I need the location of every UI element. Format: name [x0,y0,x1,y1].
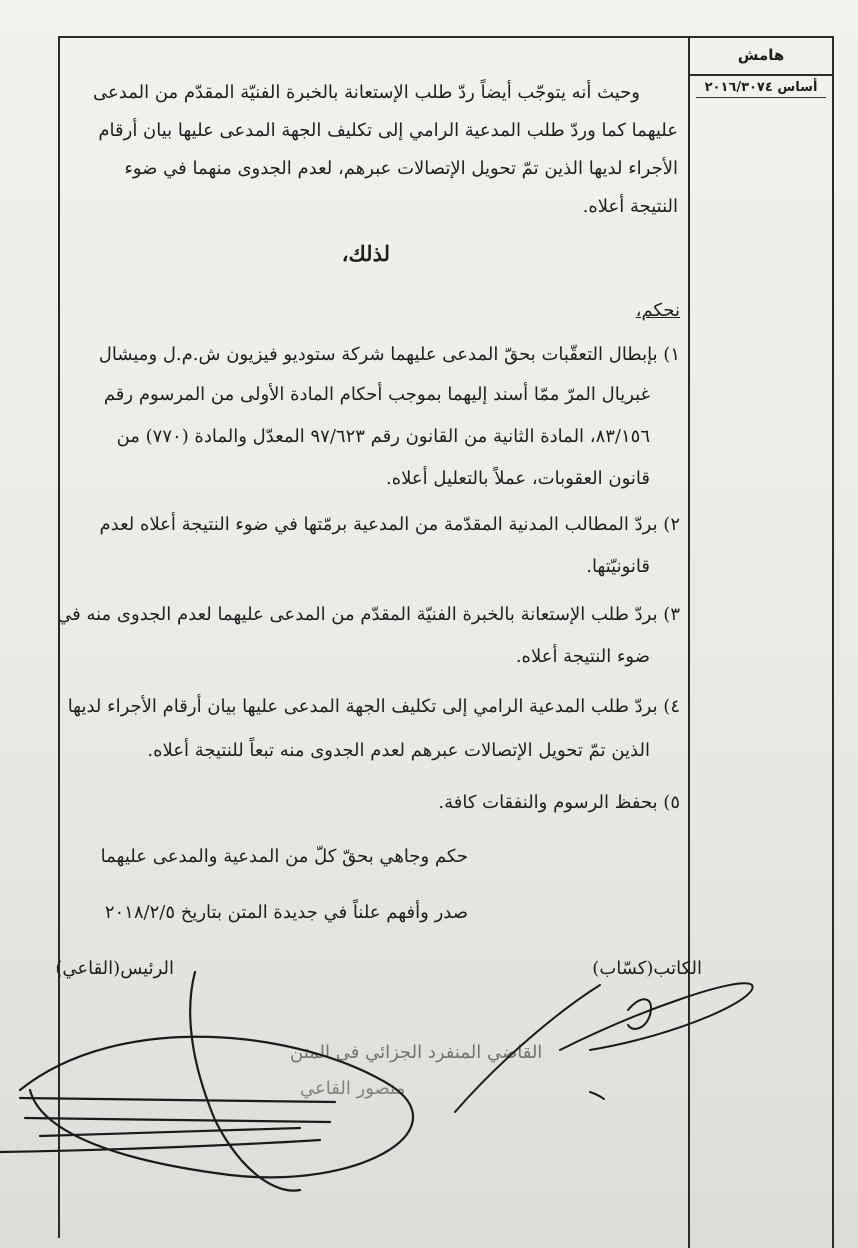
ruling-item-1-line-3: ٨٣/١٥٦، المادة الثانية من القانون رقم ٩٧/٦٢٣ المعدّل والمادة (٧٧٠) من [116,426,650,447]
ruling-intro: نحكم، [635,300,680,321]
ruling-item-3-line-1: ٣) بردّ طلب الإستعانة بالخبرة الفنيّة المقدّم من المدعى عليهما لعدم الجدوى منه في [57,604,680,625]
ruling-item-5: ٥) بحفظ الرسوم والنفقات كافة. [438,792,680,813]
margin-reference: أساس ٢٠١٦/٣٠٧٤ [696,80,826,98]
svg-text:القاضي المنفرد الجزائي في المت: القاضي المنفرد الجزائي في المتن [290,1042,543,1063]
ruling-item-1-line-1: ١) بإبطال التعقّبات بحقّ المدعى عليهما شركة ستوديو فيزيون ش.م.ل وميشال [98,344,680,365]
ruling-item-2-line-2: قانونيّتها. [586,556,650,577]
ruling-item-1-line-2: غبريال المرّ ممّا أسند إليهما بموجب أحكام المادة الأولى من المرسوم رقم [103,384,650,405]
intro-line-2: عليهما كما وردّ طلب المدعية الرامي إلى تكليف الجهة المدعى عليها بيان أرقام [98,120,678,141]
president-label: الرئيس(القاعي) [55,958,174,979]
clerk-label: الكاتب(كسّاب) [592,958,702,979]
section-heading: لذلك، [341,241,390,266]
intro-line-3: الأجراء لديها الذين تمّ تحويل الإتصالات عبرهم، لعدم الجدوى منهما في ضوء [124,158,678,179]
ruling-item-1-line-4: قانون العقوبات، عملاً بالتعليل أعلاه. [386,468,650,489]
margin-title: هامش [690,36,832,76]
issued-statement: صدر وأفهم علناً في جديدة المتن بتاريخ ٢٠١٨/٢/٥ [104,902,468,923]
margin-column [688,36,834,1248]
intro-line-1: وحيث أنه يتوجّب أيضاً ردّ طلب الإستعانة بالخبرة الفنيّة المقدّم من المدعى [93,82,640,103]
ruling-item-4-line-2: الذين تمّ تحويل الإتصالات عبرهم لعدم الجدوى منه تبعاً للنتيجة أعلاه. [147,740,650,761]
svg-text:منصور القاعي: منصور القاعي [300,1078,406,1099]
ruling-item-4-line-1: ٤) بردّ طلب المدعية الرامي إلى تكليف الجهة المدعى عليها بيان أرقام الأجراء لديها [67,696,680,717]
verdict-statement: حكم وجاهي بحقّ كلّ من المدعية والمدعى عليهما [100,846,468,867]
ruling-item-3-line-2: ضوء النتيجة أعلاه. [515,646,650,667]
intro-line-4: النتيجة أعلاه. [582,196,678,217]
ruling-item-2-line-1: ٢) بردّ المطالب المدنية المقدّمة من المدعية برمّتها في ضوء النتيجة أعلاه لعدم [99,514,680,535]
